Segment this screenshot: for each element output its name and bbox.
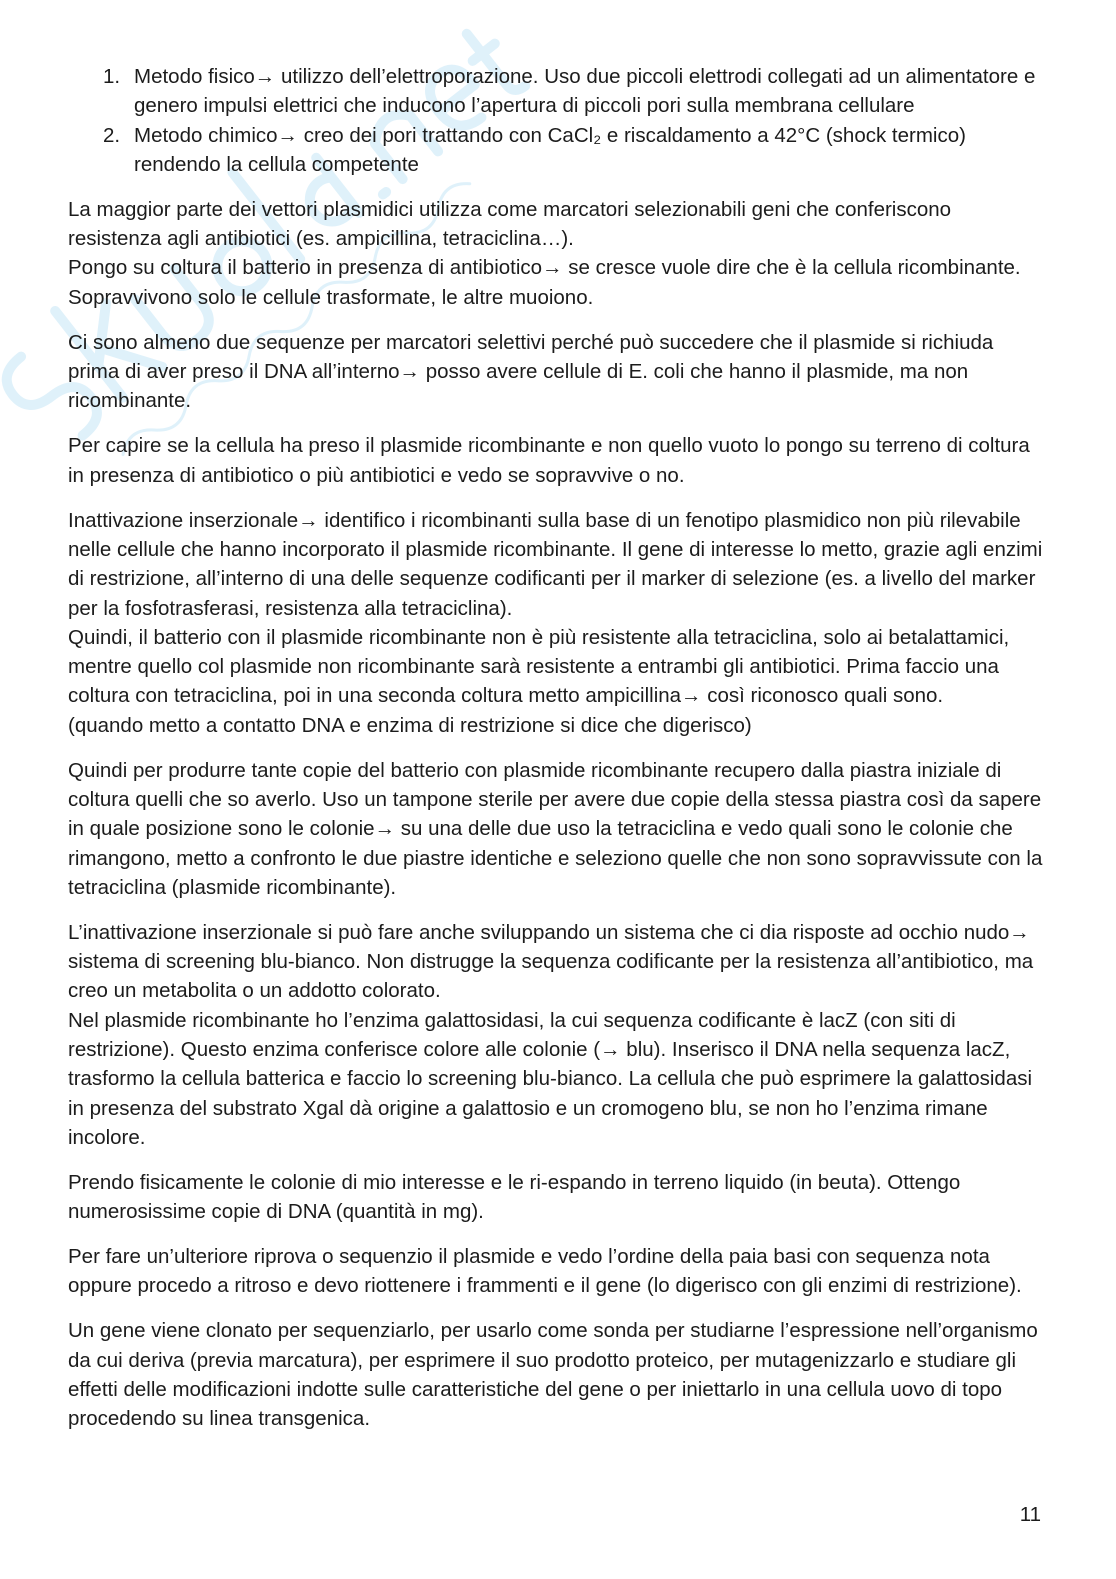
text-line: Prendo fisicamente le colonie di mio interesse e le ri-espando in terreno liquido (in beuta). Ottengo [68, 1170, 961, 1194]
paragraph [68, 431, 1042, 490]
text-line: coltura quelli che so averlo. Uso un tampone sterile per avere due copie della stessa piastra così da sapere [68, 787, 1042, 811]
text-line: procedendo su linea transgenica. [68, 1407, 371, 1431]
text-line: Quindi per produrre tante copie del batterio con plasmide ricombinante recupero dalla piastra iniziale di [68, 758, 1002, 782]
paragraph [68, 1316, 1042, 1433]
text-line: di restrizione, all’interno di una delle sequenze codificanti per il marker di selezione (es. a livello del marker [68, 567, 1036, 591]
document-body [68, 62, 1042, 1449]
paragraph [68, 1242, 1042, 1301]
text-line: tetraciclina (plasmide ricombinante). [68, 875, 397, 899]
text-line: nelle cellule che hanno incorporato il plasmide ricombinante. Il gene di interesse lo metto, grazie agli enzimi [68, 537, 1043, 561]
text-line: (quando metto a contatto DNA e enzima di restrizione si dice che digerisco) [68, 713, 752, 737]
text-line: prima di aver preso il DNA all’interno→ posso avere cellule di E. coli che hanno il plasmide, ma non [68, 360, 969, 384]
text-line: oppure procedo a ritroso e devo riottenere i frammenti e il gene (lo digerisco con gli enzimi di restrizione). [68, 1274, 1022, 1298]
text-line: sistema di screening blu-bianco. Non distrugge la sequenza codificante per la resistenza all’antibiotico, ma [68, 950, 1034, 974]
text-line: rendendo la cellula competente [134, 152, 419, 176]
list-number: 2. [103, 123, 121, 147]
text-line: da cui deriva (previa marcatura), per esprimere il suo prodotto proteico, per mutagenizzarlo e studiare gli [68, 1348, 1017, 1372]
text-line: in quale posizione sono le colonie→ su una delle due uso la tetraciclina e vedo quali sono le colonie che [68, 817, 1013, 841]
paragraph [68, 506, 1042, 740]
paragraph [68, 918, 1042, 1152]
text-line: restrizione). Questo enzima conferisce colore alle colonie (→ blu). Inserisco il DNA nella sequenza lacZ, [68, 1038, 1011, 1062]
text-line: effetti delle modificazioni indotte sulle caratteristiche del gene o per iniettarlo in una cellula uovo di topo [68, 1378, 1003, 1402]
page-number: 11 [1019, 1503, 1041, 1526]
text-line: genero impulsi elettrici che inducono l’apertura di piccoli pori sulla membrana cellulare [134, 94, 915, 118]
list-number: 1. [103, 65, 121, 88]
text-line: Metodo chimico→ creo dei pori trattando con CaCl₂ e riscaldamento a 42°C (shock termico) [134, 123, 966, 147]
list-item [68, 62, 1042, 121]
text-line: mentre quello col plasmide non ricombinante sarà resistente a entrambi gli antibiotici. Prima faccio una [68, 655, 999, 679]
text-line: per la fosfotrasferasi, resistenza alla tetraciclina). [68, 596, 513, 620]
paragraph [68, 756, 1042, 902]
paragraph [68, 328, 1042, 416]
paragraph [68, 1168, 1042, 1227]
text-line: Per capire se la cellula ha preso il plasmide ricombinante e non quello vuoto lo pongo su terreno di coltura [68, 434, 1030, 458]
list-item [68, 121, 1042, 180]
text-line: Metodo fisico→ utilizzo dell’elettroporazione. Uso due piccoli elettrodi collegati ad un alimentatore e [134, 65, 1036, 88]
text-line: numerosissime copie di DNA (quantità in mg). [68, 1200, 484, 1224]
text-line: in presenza di antibiotico o più antibiotici e vedo se sopravvive o no. [68, 463, 685, 487]
text-line: La maggior parte dei vettori plasmidici utilizza come marcatori selezionabili geni che conferiscono [68, 197, 952, 221]
text-line: ricombinante. [68, 389, 192, 413]
text-line: Sopravvivono solo le cellule trasformate, le altre muoiono. [68, 285, 594, 309]
text-line: coltura con tetraciclina, poi in una seconda coltura metto ampicillina→ così riconosco quali sono. [68, 684, 944, 708]
text-line: Per fare un’ulteriore riprova o sequenzio il plasmide e vedo l’ordine della paia basi con sequenza nota [68, 1245, 990, 1269]
text-line: Inattivazione inserzionale→ identifico i ricombinanti sulla base di un fenotipo plasmidico non più rilevabile [68, 508, 1021, 532]
text-line: Nel plasmide ricombinante ho l’enzima galattosidasi, la cui sequenza codificante è lacZ (con siti di [68, 1008, 956, 1032]
text-line: L’inattivazione inserzionale si può fare anche sviluppando un sistema che ci dia risposte ad occhio nudo→ [68, 920, 1030, 944]
text-line: Un gene viene clonato per sequenziarlo, per usarlo come sonda per studiarne l’espressione nell’organismo [68, 1319, 1038, 1343]
text-line: trasformo la cellula batterica e faccio lo screening blu-bianco. La cellula che può esprimere la galattosidasi [68, 1067, 1033, 1091]
text-line: creo un metabolita o un addotto colorato. [68, 979, 441, 1003]
paragraph [68, 195, 1042, 312]
numbered-list [68, 62, 1042, 179]
text-line: Quindi, il batterio con il plasmide ricombinante non è più resistente alla tetraciclina, solo ai betalattamici, [68, 625, 1010, 649]
text-line: Pongo su coltura il batterio in presenza di antibiotico→ se cresce vuole dire che è la cellula ricombinante. [68, 256, 1021, 280]
text-line: rimangono, metto a confronto le due piastre identiche e seleziono quelle che non sono sopravvissute con la [68, 846, 1043, 870]
text-line: resistenza agli antibiotici (es. ampicillina, tetraciclina…). [68, 227, 574, 251]
text-line: incolore. [68, 1125, 146, 1149]
text-line: Ci sono almeno due sequenze per marcatori selettivi perché può succedere che il plasmide si richiuda [68, 330, 994, 354]
text-line: in presenza del substrato Xgal dà origine a galattosio e un cromogeno blu, se non ho l’enzima rimane [68, 1096, 988, 1120]
